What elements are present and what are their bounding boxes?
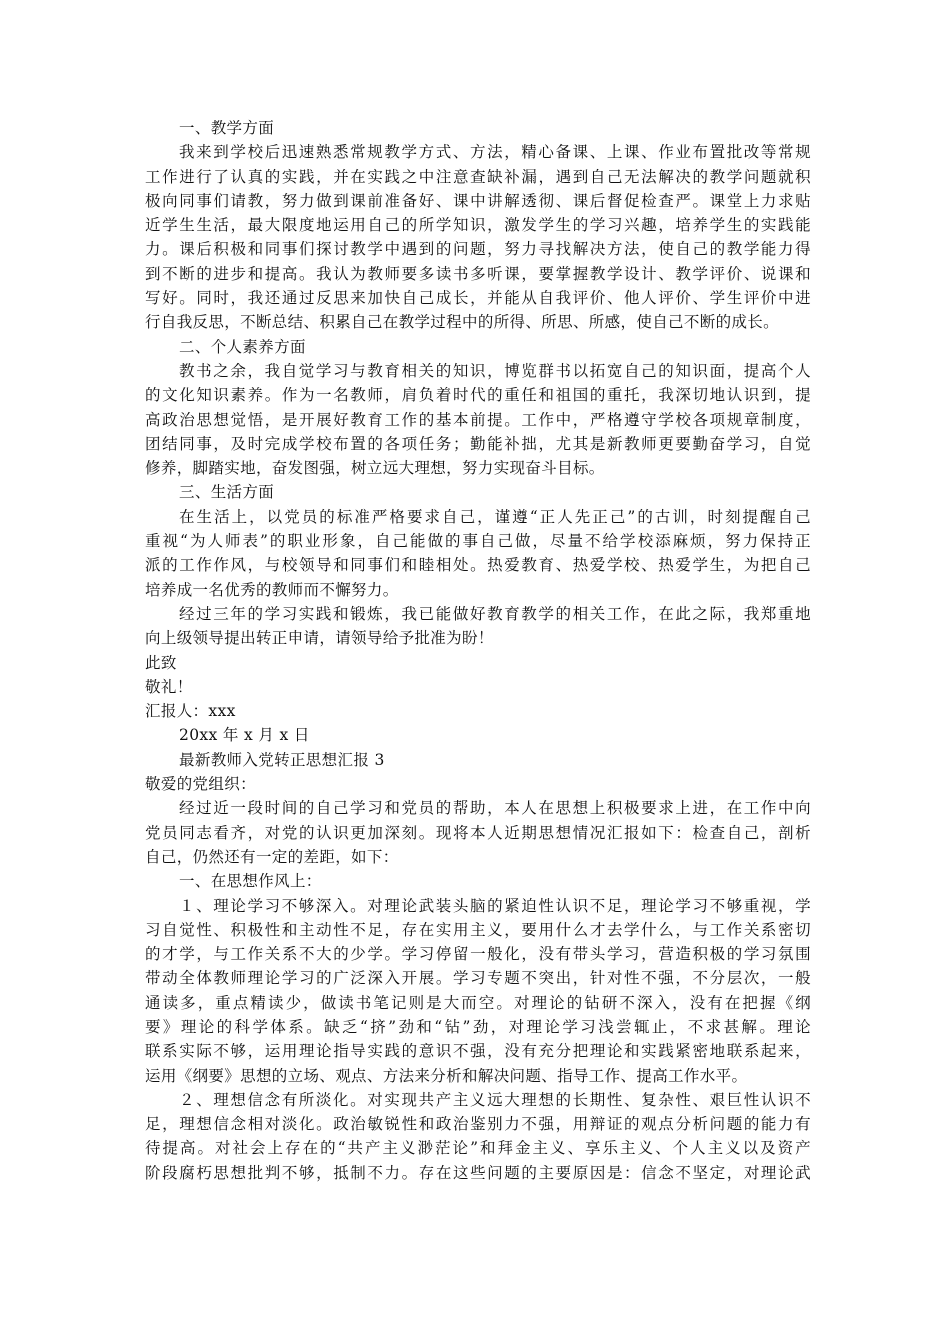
text-line: 在生活上，以党员的标准严格要求自己，谨遵“正人先正己”的古训，时刻提醒自己: [179, 507, 811, 526]
text-line: 写好。同时，我还通过反思来加快自己成长，并能从自我评价、他人评价、学生评价中进: [145, 289, 811, 308]
text-line: 待提高。对社会上存在的“共产主义渺茫论”和拜金主义、享乐主义、个人主义以及资产: [145, 1139, 811, 1158]
text-line: 行自我反思，不断总结、积累自己在教学过程中的所得、所思、所感，使自己不断的成长。: [145, 313, 780, 332]
text-line: 经过三年的学习实践和锻炼，我已能做好教育教学的相关工作，在此之际，我郑重地: [179, 604, 811, 623]
text-line: 力。课后积极和同事们探讨教学中遇到的问题，努力寻找解决方法，使自己的教学能力得: [145, 240, 811, 259]
text-line: 敬礼！: [145, 677, 193, 696]
text-line: 的才学，与工作关系不大的少学。学习停留一般化，没有带头学习，营造积极的学习氛围: [145, 945, 811, 964]
text-line: 一、教学方面: [179, 119, 275, 137]
text-line: 团结同事，及时完成学校布置的各项任务；勤能补拙，尤其是新教师更要勤奋学习，自觉: [145, 434, 811, 453]
text-line: 我来到学校后迅速熟悉常规教学方式、方法，精心备课、上课、作业布置批改等常规: [179, 143, 811, 162]
text-line: 足，理想信念相对淡化。政治敏锐性和政治鉴别力不强，用辩证的观点分析问题的能力有: [145, 1115, 811, 1134]
text-line: 最新教师入党转正思想汇报 3: [179, 750, 385, 769]
text-line: 近学生生活，最大限度地运用自己的所学知识，激发学生的学习兴趣，培养学生的实践能: [145, 216, 811, 235]
text-line: 汇报人：xxx: [145, 702, 236, 721]
text-line: 敬爱的党组织：: [145, 775, 256, 794]
text-line: 工作进行了认真的实践，并在实践之中注意查缺补漏，遇到自己无法解决的教学问题就积: [145, 167, 811, 186]
text-line: 联系实际不够，运用理论指导实践的意识不强，没有充分把理论和实践紧密地联系起来，: [145, 1042, 811, 1061]
text-line: 通读多，重点精读少，做读书笔记则是大而空。对理论的钻研不深入，没有在把握《纲: [145, 993, 811, 1012]
text-line: 培养成一名优秀的教师而不懈努力。: [145, 580, 399, 599]
text-line: 派的工作作风，与校领导和同事们和睦相处。热爱教育、热爱学校、热爱学生，为把自己: [145, 556, 811, 575]
text-line: 党员同志看齐，对党的认识更加深刻。现将本人近期思想情况汇报如下：检查自己，剖析: [145, 823, 811, 842]
text-line: 的文化知识素养。作为一名教师，肩负着时代的重任和祖国的重托，我深切地认识到，提: [145, 386, 811, 405]
text-line: 阶段腐朽思想批判不够，抵制不力。存在这些问题的主要原因是：信念不坚定，对理论武: [145, 1163, 811, 1182]
text-line: 极向同事们请教，努力做到课前准备好、课中讲解透彻、课后督促检查严。课堂上力求贴: [145, 191, 811, 210]
text-line: 重视“为人师表”的职业形象，自己能做的事自己做，尽量不给学校添麻烦，努力保持正: [145, 532, 811, 551]
text-line: 经过近一段时间的自己学习和党员的帮助，本人在思想上积极要求上进，在工作中向: [179, 799, 811, 818]
text-line: 带动全体教师理论学习的广泛深入开展。学习专题不突出，针对性不强，不分层次，一般: [145, 969, 811, 988]
text-line: 高政治思想觉悟，是开展好教育工作的基本前提。工作中，严格遵守学校各项规章制度，: [145, 410, 811, 429]
document-page: [145, 116, 811, 1185]
text-line: 此致: [145, 653, 177, 672]
text-line: 运用《纲要》思想的立场、观点、方法来分析和解决问题、指导工作、提高工作水平。: [145, 1066, 748, 1085]
text-line: 20xx 年 x 月 x 日: [179, 726, 310, 745]
text-line: 二、个人素养方面: [179, 337, 306, 356]
text-line: 习自觉性、积极性和主动性不足，存在实用主义，要用什么才去学什么，与工作关系密切: [145, 920, 811, 939]
text-line: 自己，仍然还有一定的差距，如下：: [145, 847, 399, 866]
text-line: 向上级领导提出转正申请，请领导给予批准为盼！: [145, 629, 494, 648]
text-line: 三、生活方面: [179, 483, 275, 502]
text-line: 要》理论的科学体系。缺乏“挤”劲和“钻”劲，对理论学习浅尝辄止，不求甚解。理论: [145, 1017, 811, 1036]
text-line: 教书之余，我自觉学习与教育相关的知识，博览群书以拓宽自己的知识面，提高个人: [179, 361, 811, 380]
text-line: 一、在思想作风上：: [179, 872, 322, 891]
text-line: １、理论学习不够深入。对理论武装头脑的紧迫性认识不足，理论学习不够重视，学: [179, 896, 811, 915]
text-line: 修养，脚踏实地，奋发图强，树立远大理想，努力实现奋斗目标。: [145, 459, 605, 478]
text-line: ２、理想信念有所淡化。对实现共产主义远大理想的长期性、复杂性、艰巨性认识不: [179, 1090, 811, 1109]
text-line: 到不断的进步和提高。我认为教师要多读书多听课，要掌握教学设计、教学评价、说课和: [145, 264, 811, 283]
